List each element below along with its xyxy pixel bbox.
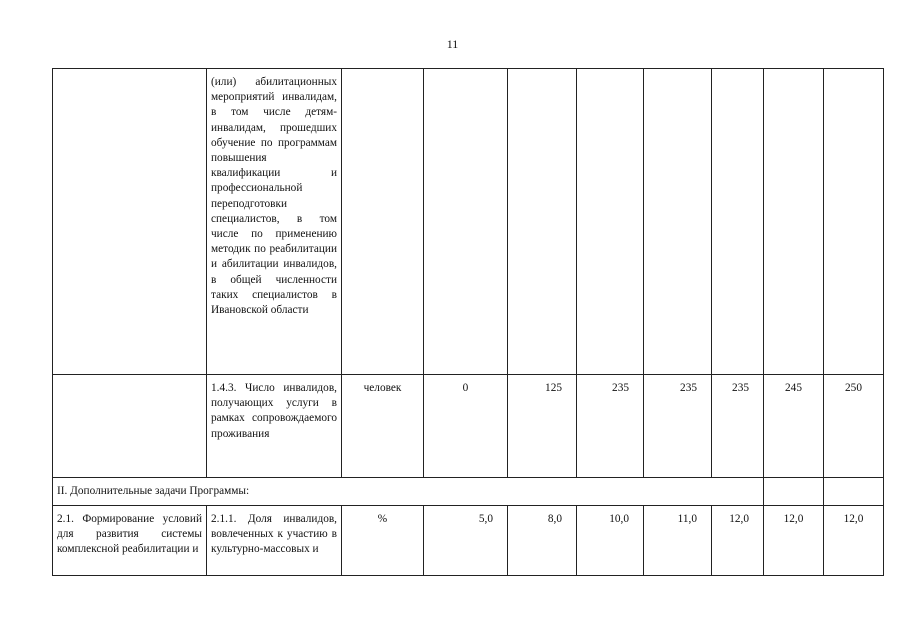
- unit-cell: человек: [342, 375, 424, 478]
- indicators-table: [52, 68, 884, 576]
- goal-cell: 2.1. Формирование условий для развития системы комплексной реабилитации и: [53, 506, 207, 576]
- value-cell: [644, 69, 712, 375]
- value-cell: 235: [712, 375, 764, 478]
- value-cell: 8,0: [508, 506, 577, 576]
- value-cell: [712, 69, 764, 375]
- value-cell: 250: [824, 375, 884, 478]
- page-number: 11: [446, 37, 459, 51]
- unit-cell: %: [342, 506, 424, 576]
- unit-cell: [342, 69, 424, 375]
- empty-cell: [824, 478, 884, 506]
- value-cell: 245: [764, 375, 824, 478]
- value-cell: 11,0: [644, 506, 712, 576]
- value-cell: [824, 69, 884, 375]
- indicator-cell: 1.4.3. Число инвалидов, получающих услуги в рамках сопровождаемого проживания: [207, 375, 342, 478]
- indicator-cell: 2.1.1. Доля инвалидов, вовлеченных к участию в культурно-массовых и: [207, 506, 342, 576]
- value-cell: 12,0: [712, 506, 764, 576]
- value-cell: 125: [508, 375, 577, 478]
- value-cell: 0: [424, 375, 508, 478]
- table-row: [53, 375, 884, 478]
- table-row: [53, 69, 884, 375]
- value-cell: [424, 69, 508, 375]
- section-row: [53, 478, 884, 506]
- value-cell: 235: [644, 375, 712, 478]
- value-cell: [764, 69, 824, 375]
- section-title: II. Дополнительные задачи Программы:: [53, 478, 764, 506]
- value-cell: 235: [577, 375, 644, 478]
- value-cell: 12,0: [764, 506, 824, 576]
- value-cell: 10,0: [577, 506, 644, 576]
- goal-cell: [53, 375, 207, 478]
- value-cell: [508, 69, 577, 375]
- goal-cell: [53, 69, 207, 375]
- value-cell: 12,0: [824, 506, 884, 576]
- empty-cell: [764, 478, 824, 506]
- value-cell: 5,0: [424, 506, 508, 576]
- table-row: [53, 506, 884, 576]
- value-cell: [577, 69, 644, 375]
- indicator-cell: (или) абилитационных мероприятий инвалидам, в том числе детям-инвалидам, прошедших обучение по программам повышения квалификации и профессиональной переподготовки специалистов, в том числе по применению методик по реабилитации и абилитации инвалидов, в общей численности таких специалистов в Ивановской области: [207, 69, 342, 375]
